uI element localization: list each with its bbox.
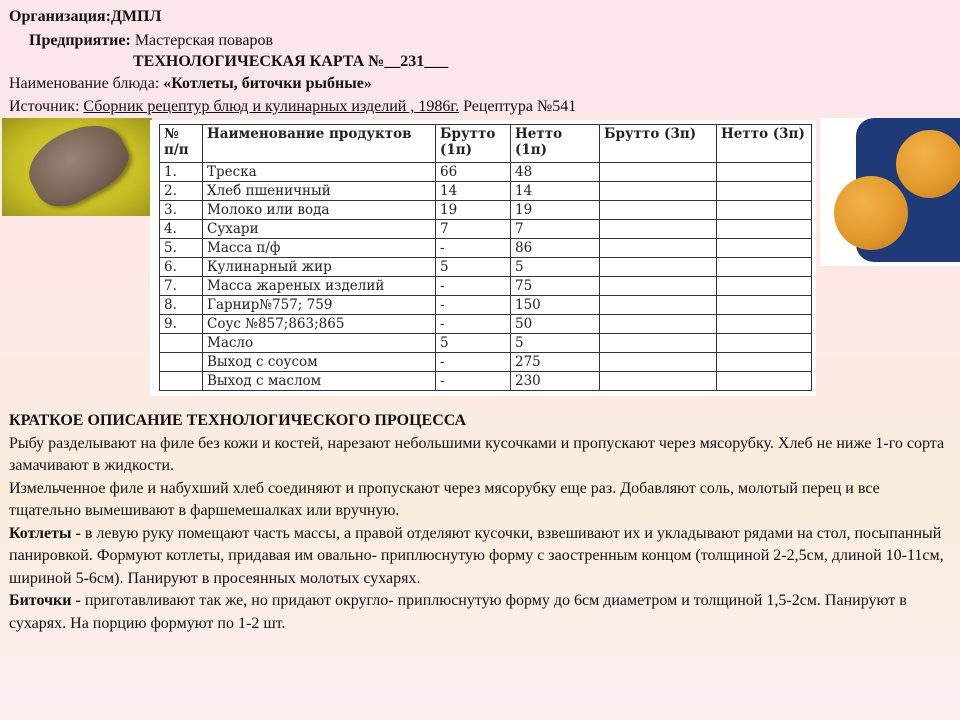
row-number-cell bbox=[160, 353, 203, 372]
table-row bbox=[160, 258, 812, 277]
organization-value: ДМПЛ bbox=[110, 8, 162, 25]
product-name-cell: Масса жареных изделий bbox=[203, 277, 436, 296]
source-label: Источник: bbox=[9, 98, 80, 115]
column-header: Нетто (3п) bbox=[717, 125, 812, 163]
netto-3p-cell bbox=[717, 220, 812, 239]
column-header: Нетто (1п) bbox=[511, 125, 600, 163]
netto-1p-cell: 14 bbox=[511, 182, 600, 201]
netto-1p-cell: 86 bbox=[511, 239, 600, 258]
product-name-cell: Соус №857;863;865 bbox=[203, 315, 436, 334]
netto-1p-cell: 7 bbox=[511, 220, 600, 239]
brutto-1p-cell: - bbox=[436, 372, 511, 391]
table-header-row bbox=[160, 125, 812, 163]
product-name-cell: Масло bbox=[203, 334, 436, 353]
table-row bbox=[160, 182, 812, 201]
row-number-cell: 7. bbox=[160, 277, 203, 296]
brutto-1p-cell: 66 bbox=[436, 163, 511, 182]
netto-1p-cell: 230 bbox=[511, 372, 600, 391]
enterprise-line bbox=[29, 31, 273, 51]
product-name-cell: Сухари bbox=[203, 220, 436, 239]
product-name-cell: Выход с маслом bbox=[203, 372, 436, 391]
table-row bbox=[160, 201, 812, 220]
organization-line bbox=[9, 7, 161, 27]
netto-3p-cell bbox=[717, 334, 812, 353]
brutto-3p-cell bbox=[600, 315, 717, 334]
product-name-cell: Гарнир№757; 759 bbox=[203, 296, 436, 315]
process-description bbox=[9, 410, 954, 635]
column-header: Наименование продуктов bbox=[203, 125, 436, 163]
product-name-cell: Масса п/ф bbox=[203, 239, 436, 258]
table-row bbox=[160, 334, 812, 353]
description-paragraph: Рыбу разделывают на филе без кожи и костей, нарезают небольшими кусочками и пропускают через мясорубку. Хлеб не ниже 1-го сорта замачивают в жидкости. bbox=[9, 434, 945, 474]
table-row bbox=[160, 239, 812, 258]
row-number-cell bbox=[160, 372, 203, 391]
dish-label: Наименование блюда: bbox=[9, 75, 160, 92]
row-number-cell: 3. bbox=[160, 201, 203, 220]
column-header: Брутто (1п) bbox=[436, 125, 511, 163]
netto-1p-cell: 19 bbox=[511, 201, 600, 220]
netto-3p-cell bbox=[717, 353, 812, 372]
table-row bbox=[160, 296, 812, 315]
netto-3p-cell bbox=[717, 315, 812, 334]
brutto-1p-cell: 14 bbox=[436, 182, 511, 201]
brutto-3p-cell bbox=[600, 201, 717, 220]
row-number-cell bbox=[160, 334, 203, 353]
cutlets-label: Котлеты - bbox=[9, 524, 81, 542]
table-row bbox=[160, 372, 812, 391]
brutto-1p-cell: - bbox=[436, 277, 511, 296]
brutto-1p-cell: - bbox=[436, 315, 511, 334]
cutlet-photo bbox=[2, 118, 152, 216]
netto-1p-cell: 48 bbox=[511, 163, 600, 182]
brutto-1p-cell: 5 bbox=[436, 258, 511, 277]
patty-image bbox=[896, 130, 960, 198]
patty-image bbox=[834, 176, 908, 250]
patties-label: Биточки - bbox=[9, 592, 81, 609]
brutto-3p-cell bbox=[600, 163, 717, 182]
brutto-1p-cell: - bbox=[436, 353, 511, 372]
brutto-1p-cell: 7 bbox=[436, 220, 511, 239]
brutto-1p-cell: - bbox=[436, 296, 511, 315]
row-number-cell: 2. bbox=[160, 182, 203, 201]
brutto-3p-cell bbox=[600, 239, 717, 258]
dish-value: «Котлеты, биточки рыбные» bbox=[163, 75, 372, 92]
product-name-cell: Молоко или вода bbox=[203, 201, 436, 220]
brutto-3p-cell bbox=[600, 353, 717, 372]
patties-text: приготавливают так же, но придают округло- приплюснутую форму до 6см диаметром и толщиной 1,5-2см. Панируют в сухарях. На порцию формуют по 1-2 шт. bbox=[9, 592, 907, 632]
column-header: № п/п bbox=[160, 125, 203, 163]
netto-3p-cell bbox=[717, 296, 812, 315]
brutto-3p-cell bbox=[600, 258, 717, 277]
netto-3p-cell bbox=[717, 239, 812, 258]
netto-3p-cell bbox=[717, 201, 812, 220]
cutlet-image bbox=[18, 118, 138, 216]
recipe-table bbox=[159, 124, 812, 391]
source-value[interactable]: Сборник рецептур блюд и кулинарных изделий , 1986г. bbox=[83, 98, 460, 115]
netto-1p-cell: 150 bbox=[511, 296, 600, 315]
netto-1p-cell: 5 bbox=[511, 258, 600, 277]
row-number-cell: 4. bbox=[160, 220, 203, 239]
column-header: Брутто (3п) bbox=[600, 125, 717, 163]
netto-3p-cell bbox=[717, 163, 812, 182]
netto-3p-cell bbox=[717, 277, 812, 296]
table-row bbox=[160, 277, 812, 296]
brutto-3p-cell bbox=[600, 182, 717, 201]
netto-1p-cell: 50 bbox=[511, 315, 600, 334]
netto-3p-cell bbox=[717, 182, 812, 201]
patties-paragraph bbox=[9, 590, 954, 635]
cutlets-paragraph bbox=[9, 523, 954, 591]
table-row bbox=[160, 220, 812, 239]
row-number-cell: 8. bbox=[160, 296, 203, 315]
product-name-cell: Треска bbox=[203, 163, 436, 182]
recipe-number: Рецептура №541 bbox=[463, 98, 577, 115]
brutto-1p-cell: 5 bbox=[436, 334, 511, 353]
brutto-3p-cell bbox=[600, 372, 717, 391]
netto-3p-cell bbox=[717, 258, 812, 277]
brutto-3p-cell bbox=[600, 220, 717, 239]
brutto-1p-cell: 19 bbox=[436, 201, 511, 220]
brutto-1p-cell: - bbox=[436, 239, 511, 258]
description-paragraph: Измельченное филе и набухший хлеб соединяют и пропускают через мясорубку еще раз. Добавляют соль, молотый перец и все тщательно вымешивают в фаршемешалках или вручную. bbox=[9, 479, 880, 519]
cutlets-text: в левую руку помещают часть массы, а правой отделяют кусочки, взвешивают их и укладывают рядами на стол, посыпанный панировкой. Формуют котлеты, придавая им овально- приплюснутую форму с заостренным концом (толщиной 2-2,5см, длиной 10-11см, шириной 5-6см). Панируют в просеянных молотых сухарях. bbox=[9, 524, 944, 587]
brutto-3p-cell bbox=[600, 296, 717, 315]
brutto-3p-cell bbox=[600, 277, 717, 296]
source-line bbox=[9, 97, 576, 117]
netto-3p-cell bbox=[717, 372, 812, 391]
netto-1p-cell: 75 bbox=[511, 277, 600, 296]
netto-1p-cell: 275 bbox=[511, 353, 600, 372]
netto-1p-cell: 5 bbox=[511, 334, 600, 353]
description-title: КРАТКОЕ ОПИСАНИЕ ТЕХНОЛОГИЧЕСКОГО ПРОЦЕССА bbox=[9, 412, 467, 429]
recipe-table-panel bbox=[150, 120, 816, 396]
table-row bbox=[160, 163, 812, 182]
enterprise-label: Предприятие: bbox=[29, 32, 131, 49]
row-number-cell: 1. bbox=[160, 163, 203, 182]
table-row bbox=[160, 353, 812, 372]
brutto-3p-cell bbox=[600, 334, 717, 353]
product-name-cell: Кулинарный жир bbox=[203, 258, 436, 277]
organization-label: Организация: bbox=[9, 8, 111, 25]
patties-photo bbox=[820, 118, 960, 266]
dish-line bbox=[9, 74, 372, 94]
card-title: ТЕХНОЛОГИЧЕСКАЯ КАРТА №__231___ bbox=[133, 53, 449, 70]
product-name-cell: Хлеб пшеничный bbox=[203, 182, 436, 201]
enterprise-value: Мастерская поваров bbox=[134, 32, 274, 49]
row-number-cell: 5. bbox=[160, 239, 203, 258]
row-number-cell: 9. bbox=[160, 315, 203, 334]
row-number-cell: 6. bbox=[160, 258, 203, 277]
product-name-cell: Выход с соусом bbox=[203, 353, 436, 372]
table-row bbox=[160, 315, 812, 334]
